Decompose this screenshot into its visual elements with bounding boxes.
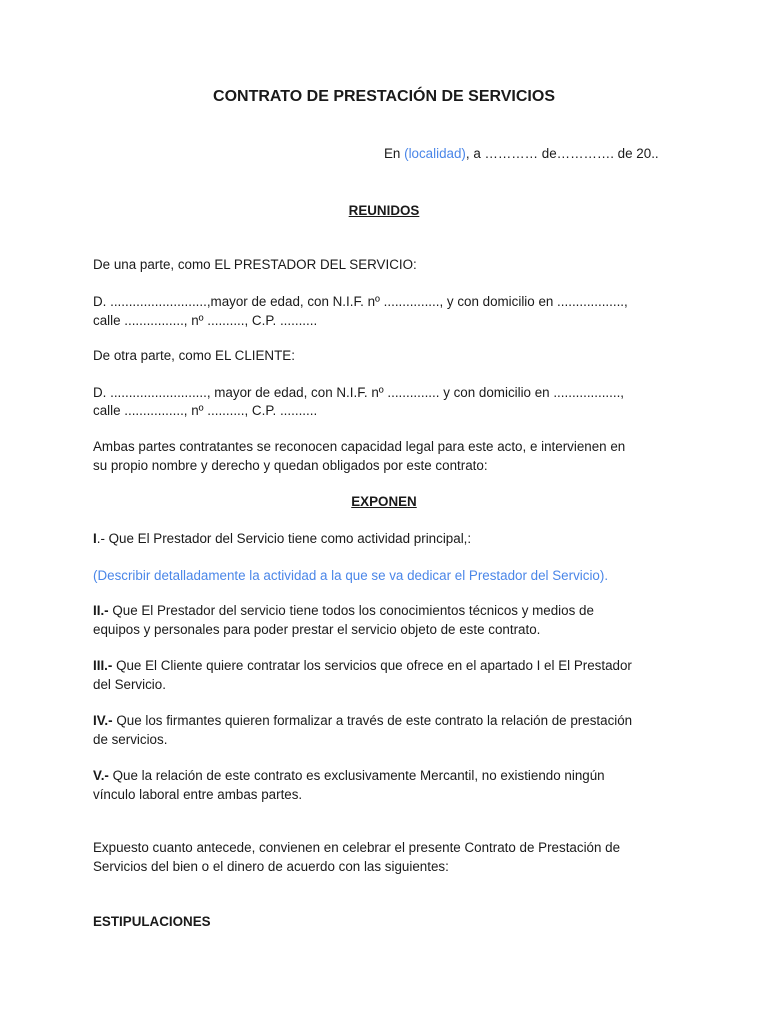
item-iv-line-1 (93, 711, 632, 730)
item-ii-number: II.- (93, 603, 109, 618)
ambas-line-2: su propio nombre y derecho y quedan obligados por este contrato: (93, 458, 488, 473)
cliente-line-1: D. .........................., mayor de edad, con N.I.F. nº .............. y con domicilio en .................., (93, 385, 625, 400)
item-iii-line-1 (93, 656, 632, 675)
prestador-line-1: D. ..........................,mayor de edad, con N.I.F. nº ..............., y con domicilio en .................., (93, 294, 628, 309)
reunidos-heading: REUNIDOS (348, 203, 420, 218)
prestador-line-2: calle ................, nº .........., C.P. .......... (93, 313, 318, 328)
item-iv-text-1: Que los firmantes quieren formalizar a través de este contrato la relación de prestación (112, 713, 633, 728)
item-i-text: .- Que El Prestador del Servicio tiene como actividad principal,: (96, 531, 472, 546)
item-iii-number: III.- (93, 658, 113, 673)
item-iii-text-1: Que El Cliente quiere contratar los servicios que ofrece en el apartado I el El Prestador (112, 658, 632, 673)
dateline-prefix: En (384, 146, 405, 161)
dateline-placeholder: (localidad) (404, 146, 466, 161)
dateline-suffix: , a ………… de…………. de 20.. (465, 146, 659, 161)
ambas-line-1: Ambas partes contratantes se reconocen capacidad legal para este acto, e intervienen en (93, 439, 626, 454)
item-ii-line-1 (93, 601, 594, 620)
expuesto-line-1: Expuesto cuanto antecede, convienen en celebrar el presente Contrato de Prestación de (93, 840, 621, 855)
estipulaciones-heading: ESTIPULACIONES (93, 914, 211, 929)
item-i (93, 529, 471, 548)
expuesto-line-2: Servicios del bien o el dinero de acuerdo con las siguientes: (93, 859, 449, 874)
item-iv-number: IV.- (93, 713, 113, 728)
item-i-note: (Describir detalladamente la actividad a la que se va dedicar el Prestador del Servicio). (93, 568, 609, 583)
item-ii-text-1: Que El Prestador del servicio tiene todos los conocimientos técnicos y medios de (108, 603, 594, 618)
item-iv-line-2: de servicios. (93, 732, 168, 747)
item-v-line-1 (93, 766, 605, 785)
dateline (384, 146, 659, 161)
item-iii-line-2: del Servicio. (93, 677, 166, 692)
cliente-line-2: calle ................, nº .........., C.P. .......... (93, 403, 318, 418)
item-v-text-1: Que la relación de este contrato es exclusivamente Mercantil, no existiendo ningún (108, 768, 605, 783)
item-v-number: V.- (93, 768, 109, 783)
item-i-number: I (93, 531, 97, 546)
item-v-line-2: vínculo laboral entre ambas partes. (93, 787, 303, 802)
cliente-intro: De otra parte, como EL CLIENTE: (93, 348, 295, 363)
item-ii-line-2: equipos y personales para poder prestar el servicio objeto de este contrato. (93, 622, 541, 637)
exponen-heading: EXPONEN (351, 494, 417, 509)
prestador-intro: De una parte, como EL PRESTADOR DEL SERVICIO: (93, 257, 417, 272)
document-title: CONTRATO DE PRESTACIÓN DE SERVICIOS (213, 88, 555, 105)
